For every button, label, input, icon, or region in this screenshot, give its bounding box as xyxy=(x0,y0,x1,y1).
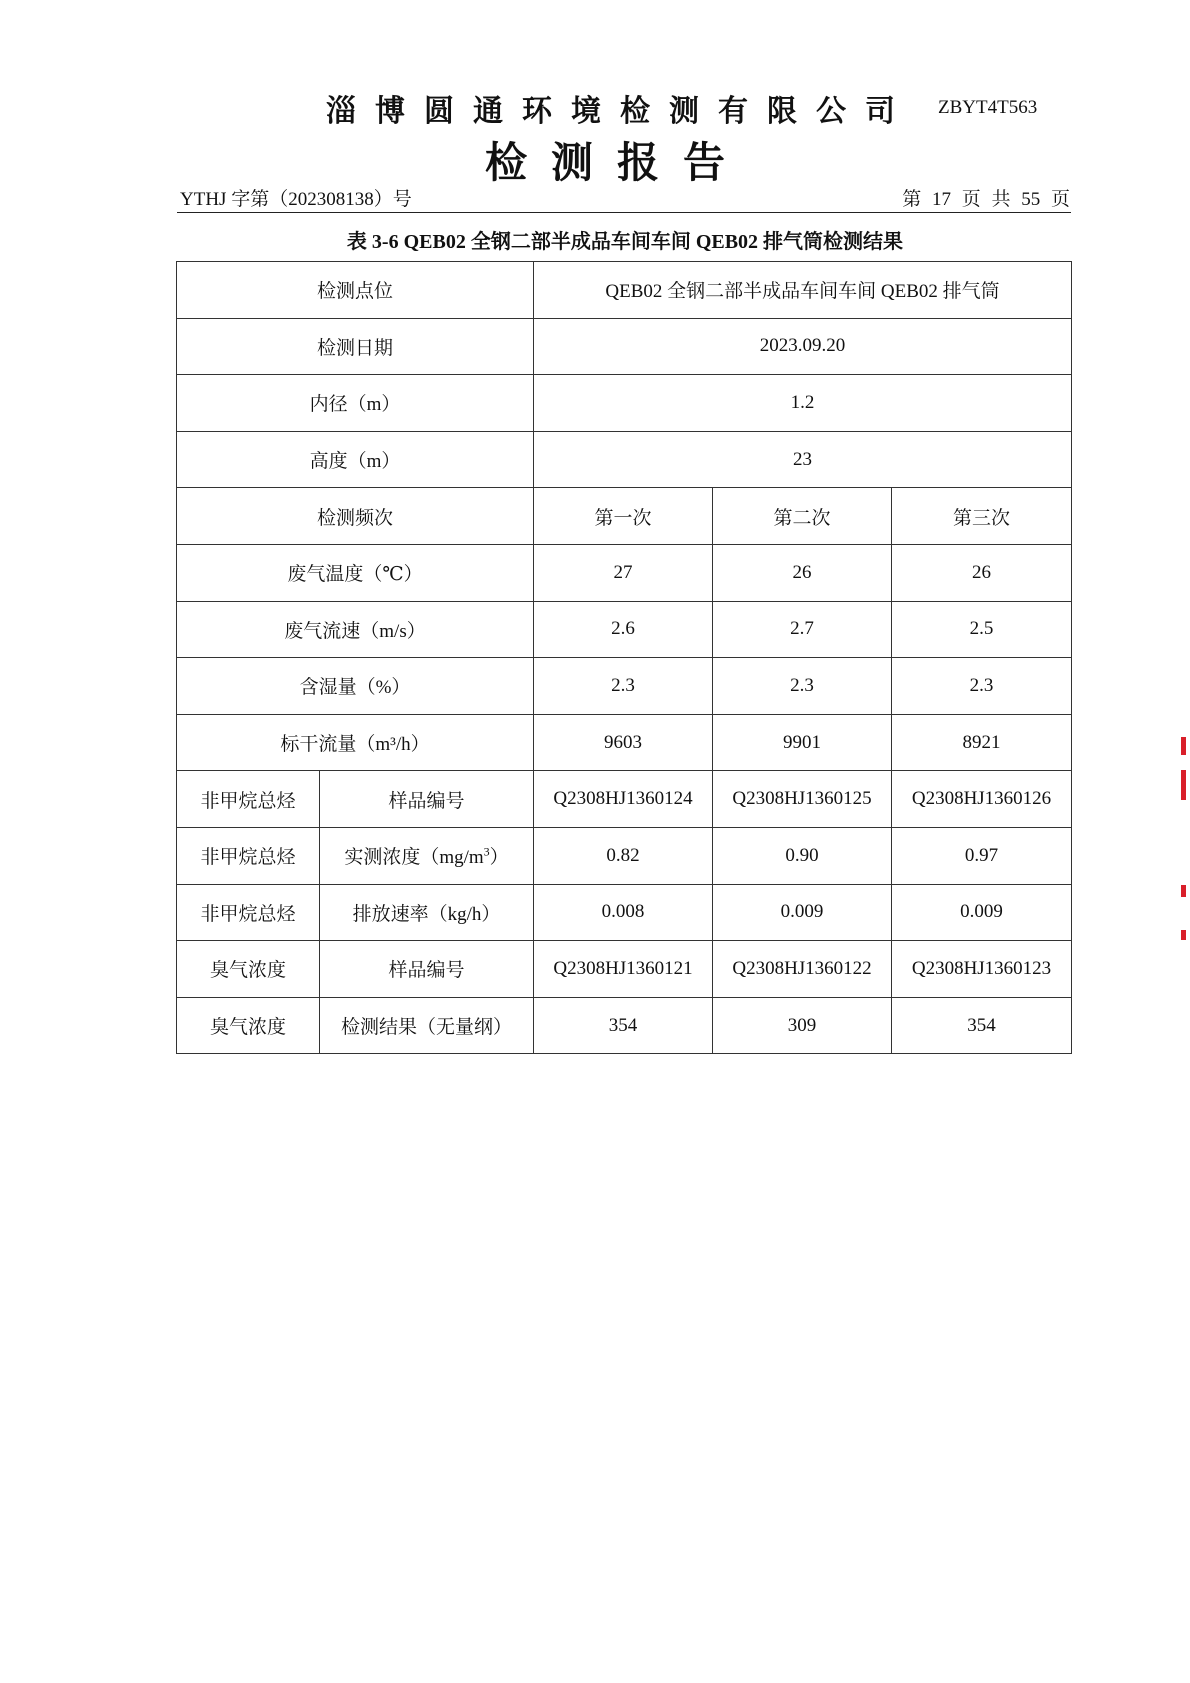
seal-fragment xyxy=(1181,770,1186,800)
pollutant-label: 非甲烷总烃 xyxy=(177,884,320,941)
cell-value: Q2308HJ1360126 xyxy=(892,771,1072,828)
cell-value: 0.009 xyxy=(713,884,892,941)
cell-value: 309 xyxy=(713,997,892,1054)
item-label-text: 实测浓度（mg/m xyxy=(344,847,484,869)
cell-value: Q2308HJ1360124 xyxy=(534,771,713,828)
row-label: 含湿量（%） xyxy=(177,658,534,715)
item-label xyxy=(320,827,534,884)
cell-value: 354 xyxy=(892,997,1072,1054)
cell-value: 0.97 xyxy=(892,827,1072,884)
cell-value: 2023.09.20 xyxy=(534,318,1072,375)
item-label: 检测结果（无量纲） xyxy=(320,997,534,1054)
table-row xyxy=(177,714,1072,771)
cell-value: 0.008 xyxy=(534,884,713,941)
column-header: 第二次 xyxy=(713,488,892,545)
cell-value: 27 xyxy=(534,544,713,601)
row-label: 废气温度（℃） xyxy=(177,544,534,601)
row-label: 高度（m） xyxy=(177,431,534,488)
results-table xyxy=(176,261,1072,1054)
cell-value: Q2308HJ1360125 xyxy=(713,771,892,828)
table-row xyxy=(177,375,1072,432)
item-label: 排放速率（kg/h） xyxy=(320,884,534,941)
seal-fragment xyxy=(1181,737,1186,755)
cell-value: 2.6 xyxy=(534,601,713,658)
table-row xyxy=(177,884,1072,941)
report-code: ZBYT4T563 xyxy=(938,97,1038,118)
table-row xyxy=(177,941,1072,998)
column-header: 第三次 xyxy=(892,488,1072,545)
pollutant-label: 非甲烷总烃 xyxy=(177,771,320,828)
table-row xyxy=(177,827,1072,884)
unit-superscript: 3 xyxy=(483,844,490,859)
row-label: 内径（m） xyxy=(177,375,534,432)
cell-value: 0.90 xyxy=(713,827,892,884)
cell-value: 0.009 xyxy=(892,884,1072,941)
column-header: 第一次 xyxy=(534,488,713,545)
cell-value: 2.7 xyxy=(713,601,892,658)
cell-value: QEB02 全钢二部半成品车间车间 QEB02 排气筒 xyxy=(534,262,1072,319)
item-label: 样品编号 xyxy=(320,941,534,998)
table-row xyxy=(177,262,1072,319)
cell-value: 9901 xyxy=(713,714,892,771)
cell-value: Q2308HJ1360123 xyxy=(892,941,1072,998)
pollutant-label: 臭气浓度 xyxy=(177,997,320,1054)
document-number: YTHJ 字第（202308138）号 xyxy=(180,189,412,210)
cell-value: 354 xyxy=(534,997,713,1054)
table-row xyxy=(177,544,1072,601)
cell-value: 26 xyxy=(713,544,892,601)
row-label: 标干流量（m³/h） xyxy=(177,714,534,771)
seal-fragment xyxy=(1181,885,1186,897)
cell-value: 2.5 xyxy=(892,601,1072,658)
table-row xyxy=(177,997,1072,1054)
item-label: 样品编号 xyxy=(320,771,534,828)
cell-value: Q2308HJ1360122 xyxy=(713,941,892,998)
pollutant-label: 臭气浓度 xyxy=(177,941,320,998)
row-label: 检测点位 xyxy=(177,262,534,319)
item-label-tail: ） xyxy=(489,847,509,869)
table-row xyxy=(177,318,1072,375)
row-label: 检测日期 xyxy=(177,318,534,375)
company-name: 淄博圆通环境检测有限公司 xyxy=(326,95,914,128)
cell-value: 1.2 xyxy=(534,375,1072,432)
table-row xyxy=(177,771,1072,828)
table-title: 表 3-6 QEB02 全钢二部半成品车间车间 QEB02 排气筒检测结果 xyxy=(346,231,904,253)
header-divider xyxy=(177,212,1071,213)
cell-value: 2.3 xyxy=(892,658,1072,715)
pollutant-label: 非甲烷总烃 xyxy=(177,827,320,884)
cell-value: 2.3 xyxy=(713,658,892,715)
row-label: 废气流速（m/s） xyxy=(177,601,534,658)
cell-value: 23 xyxy=(534,431,1072,488)
cell-value: 9603 xyxy=(534,714,713,771)
table-row xyxy=(177,601,1072,658)
cell-value: 8921 xyxy=(892,714,1072,771)
cell-value: 26 xyxy=(892,544,1072,601)
table-row xyxy=(177,658,1072,715)
report-title: 检测报告 xyxy=(484,141,749,187)
cell-value: Q2308HJ1360121 xyxy=(534,941,713,998)
row-label: 检测频次 xyxy=(177,488,534,545)
cell-value: 0.82 xyxy=(534,827,713,884)
cell-value: 2.3 xyxy=(534,658,713,715)
page-number: 第 17 页 共 55 页 xyxy=(902,189,1070,210)
seal-fragment xyxy=(1181,930,1186,940)
table-row xyxy=(177,488,1072,545)
table-row xyxy=(177,431,1072,488)
